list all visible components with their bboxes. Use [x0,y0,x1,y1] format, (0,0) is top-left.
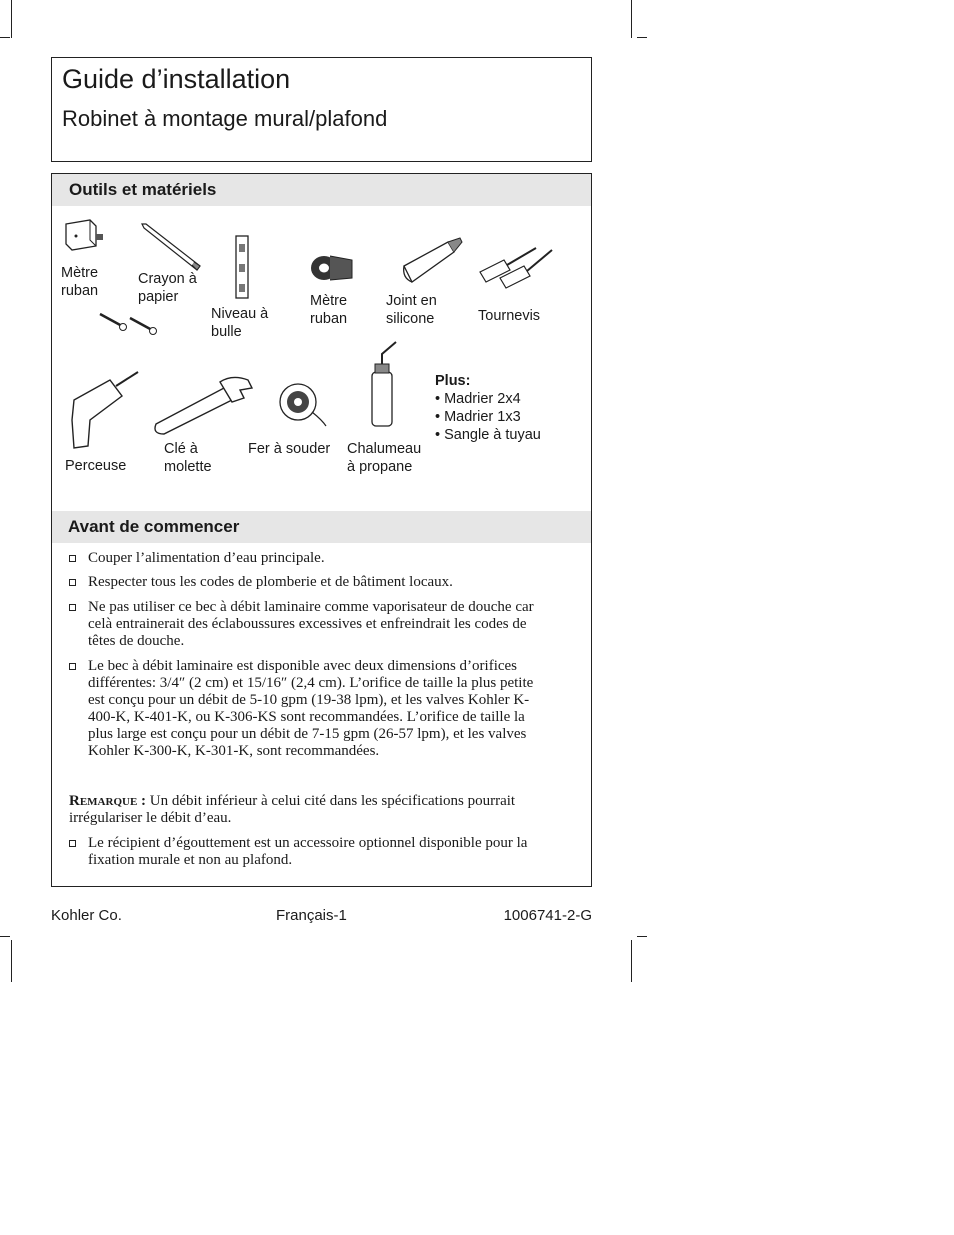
list-item: Ne pas utiliser ce bec à débit laminaire comme vaporisateur de douche car celà entrainerait des éclaboussures excessives et enfreindrait les codes de têtes de douche. [69,599,549,650]
extra-material: • Sangle à tuyau [435,427,541,443]
pencil-icon [140,222,204,272]
crop-mark [0,936,10,937]
crop-mark [11,0,12,38]
extra-material: • Madrier 1x3 [435,409,521,425]
tool-label: Fer à souder [248,441,331,457]
tool-label: Chalumeau à propane [347,441,422,475]
sealant-tube-icon [400,236,466,286]
solder-icon [274,380,328,428]
tape-measure-icon [62,216,104,252]
tape-roll-icon [308,252,356,284]
tool-label: Mètre ruban [310,293,348,327]
extra-materials-heading: Plus: [435,373,471,389]
content-box [51,173,592,887]
section-header-before [52,511,591,543]
list-item: Le récipient d’égouttement est un accessoire optionnel disponible pour la fixation murale et non au plafond. [69,835,549,869]
extra-material: • Madrier 2x4 [435,391,521,407]
page-subtitle: Robinet à montage mural/plafond [62,106,388,131]
checkbox-bullet-icon [69,663,76,670]
crop-mark [631,0,632,38]
screwdrivers-icon [476,238,556,290]
checkbox-bullet-icon [69,604,76,611]
checkbox-bullet-icon [69,579,76,586]
checkbox-bullet-icon [69,840,76,847]
list-item: Respecter tous les codes de plomberie et de bâtiment locaux. [69,574,549,591]
title-block [51,57,592,162]
screws-icon [96,310,158,338]
footer-page-number: Français-1 [276,907,347,924]
tool-label: Joint en silicone [386,293,437,327]
tool-label: Crayon à papier [138,271,197,305]
crop-mark [631,940,632,982]
crop-mark [637,936,647,937]
tool-label: Mètre ruban [61,265,99,299]
note [69,793,559,827]
wrench-icon [152,374,256,436]
section-header-tools [52,174,591,206]
crop-mark [0,37,10,38]
tool-label: Tournevis [478,308,541,324]
footer-company: Kohler Co. [51,907,122,924]
drill-icon [66,370,140,452]
tool-label: Niveau à bulle [211,306,269,340]
note-text: Un débit inférieur à celui cité dans les spécifications pourrait irrégulariser le débit d’eau. [69,793,516,826]
torch-icon [366,338,406,430]
list-item: Couper l’alimentation d’eau principale. [69,550,549,567]
tool-label: Clé à molette [164,441,212,475]
tool-label: Perceuse [65,458,127,474]
section-title: Avant de commencer [68,517,240,536]
level-icon [234,234,250,300]
footer-doc-number: 1006741-2-G [503,907,592,924]
checkbox-bullet-icon [69,555,76,562]
page-title: Guide d’installation [62,64,291,94]
crop-mark [11,940,12,982]
section-title: Outils et matériels [69,180,217,199]
list-item: Le bec à débit laminaire est disponible avec deux dimensions d’orifices différentes: 3/4″ (2 cm) et 15/16″ (2,4 cm). L’orifice de taille la plus petite est conçu pour un débit de 5-10 gpm (19-38 lpm), et les valves Kohler K-400-K, K-401-K, ou K-306-KS sont recommandées. L’orifice de taille la plus large est conçu pour un débit de 7-15 gpm (26-57 lpm), et les valves Kohler K-300-K, K-301-K, sont recommandées. [69,658,549,760]
note-label: Remarque : [69,793,147,809]
crop-mark [637,37,647,38]
extra-materials [435,372,541,444]
